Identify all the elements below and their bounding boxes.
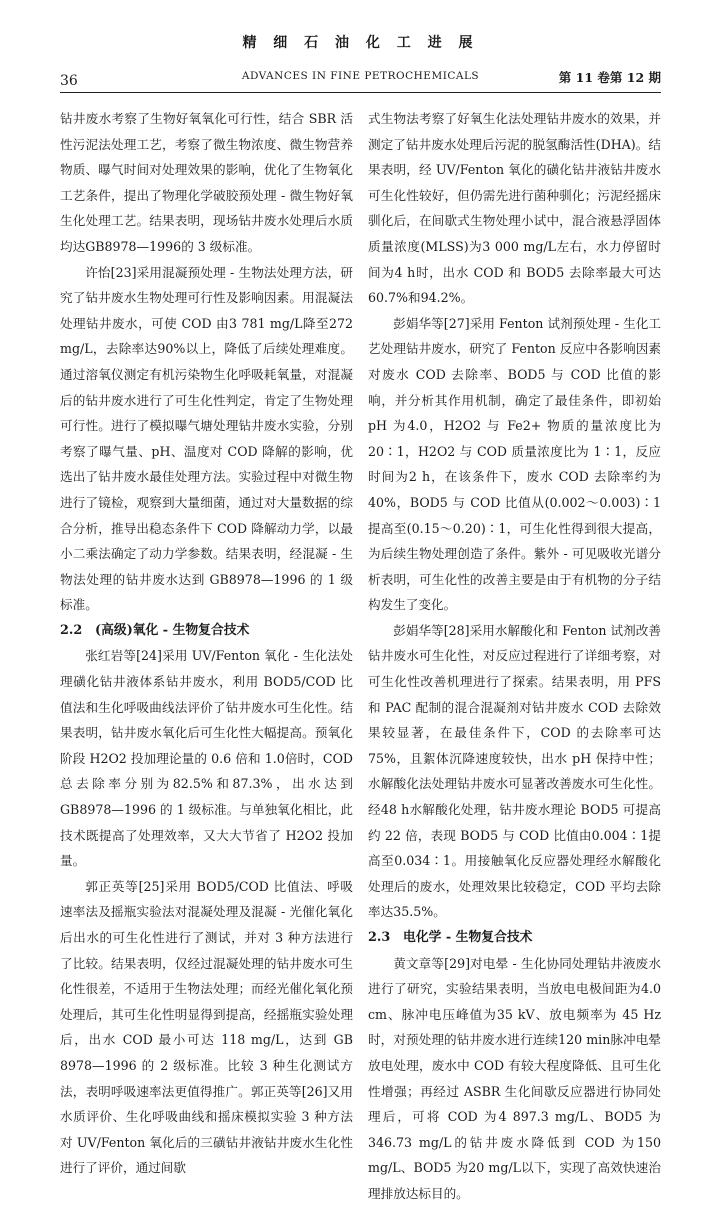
paragraph: 彭娟华等[28]采用水解酸化和 Fenton 试剂改善钻井废水可生化性，对反应过程进行了详细考察，对可生化性改善机理进行了探索。结果表明，用 PFS 和 PAC 配制的混合混凝剂对钻井废水 COD 去除效果较显著，在最佳条件下，COD 的去除率可达75%，且絮体沉降速度较快，出水 pH 保持中性；水解酸化法处理钻井废水可显著改善废水可生化性。经48 h水解酸化处理，钻井废水理论 BOD5 可提高约 22 倍，表现 BOD5 与 COD 比值由0.004∶1提高至0.034∶1。用接触氧化反应器处理经水解酸化处理后的废水，处理效果比较稳定，COD 平均去除率达35.5%。 [368, 622, 661, 920]
right-column [368, 106, 661, 1207]
section-heading: 2.2 (高级)氧化 - 生物复合技术 [60, 622, 250, 638]
issue-label: 第 11 卷第 12 期 [558, 70, 661, 85]
journal-title-en: ADVANCES IN FINE PETROCHEMICALS [241, 70, 480, 82]
section-heading: 2.3 电化学 - 生物复合技术 [368, 930, 533, 945]
page-number: 36 [60, 73, 78, 89]
paragraph: 许怡[23]采用混凝预处理 - 生物法处理方法，研究了钻井废水生物处理可行性及影响因素。用混凝法处理钻井废水，可使 COD 由3 781 mg/L降至272 mg/L，去除率达90%以上，降低了后续处理难度。通过溶氧仪测定有机污染物生化呼吸耗氧量，对混凝后的钻井废水进行了可生化性判定，肯定了生物处理可行性。进行了模拟曝气塘处理钻井废水实验，分别考察了曝气量、pH、温度对 COD 降解的影响，优选出了钻井废水最佳处理方法。实验过程中对微生物进行了镜检，观察到大量细菌，通过对大量数据的综合分析，推导出稳态条件下 COD 降解动力学，以最小二乘法确定了动力学参数。结果表明，经混凝 - 生物法处理的钻井废水达到 GB8978—1996 的 1 级标准。 [60, 264, 353, 613]
paragraph: 彭娟华等[27]采用 Fenton 试剂预处理 - 生化工艺处理钻井废水，研究了 Fenton 反应中各影响因素对废水 COD 去除率、BOD5 与 COD 比值的影响，并分析其作用机制，确定了最佳条件，即初始 pH 为4.0，H2O2 与 Fe2+ 物质的量浓度比为 20∶1，H2O2 与 COD 质量浓度比为 1∶1，反应时间为2 h，在该条件下，废水 COD 去除率约为40%，BOD5 与 COD 比值从(0.002～0.003)∶1提高至(0.15～0.20)∶1，可生化性得到很大提高，为后续生物处理创造了条件。紫外 - 可见吸收光谱分析表明，可生化性的改善主要是由于有机物的分子结构发生了变化。 [368, 315, 661, 613]
paragraph: 郭正英等[25]采用 BOD5/COD 比值法、呼吸速率法及摇瓶实验法对混凝处理及混凝 - 光催化氧化后出水的可生化性进行了测试，并对 3 种方法进行了比较。结果表明，仅经过混凝处理的钻井废水可生化性很差，不适用于生物法处理；而经光催化氧化预处理后，其可生化性明显得到提高，经摇瓶实验处理后，出水 COD 最小可达 118 mg/L，达到 GB 8978—1996 的 2 级标准。比较 3 种生化测试方法，表明呼吸速率法更值得推广。郭正英等[26]又用水质评价、生化呼吸曲线和摇床模拟实验 3 种方法对 UV/Fenton 氧化后的三磺钻井液钻井废水生化性进行了评价，通过间歇 [60, 878, 353, 1176]
paragraph: 钻井废水考察了生物好氧氧化可行性，结合 SBR 活性污泥法处理工艺，考察了微生物浓度、微生物营养物质、曝气时间对处理效果的影响，优化了生物氧化工艺条件，提出了物理化学破胶预处理 - 微生物好氧生化处理工艺。结果表明，现场钻井废水处理后水质均达GB8978—1996的 3 级标准。 [60, 111, 353, 254]
page-header [60, 18, 661, 98]
paragraph: 黄文章等[29]对电晕 - 生化协同处理钻井液废水进行了研究，实验结果表明，当放电电极间距为4.0 cm、脉冲电压峰值为35 kV、放电频率为 45 Hz时，对预处理的钻井废水进行连续120 min脉冲电晕放电处理，废水中 COD 有较大程度降低、且可生化性增强；再经过 ASBR 生化间歇反应器进行协同处理后，可将 COD 为4 897.3 mg/L、BOD5 为346.73 mg/L的钻井废水降低到 COD 为150 mg/L、BOD5 为20 mg/L以下，实现了高效快速治理排放达标目的。 [368, 955, 661, 1201]
left-column [60, 106, 353, 1181]
header-rule [60, 92, 661, 93]
paragraph: 式生物法考察了好氧生化法处理钻井废水的效果，并测定了钻井废水处理后污泥的脱氢酶活性(DHA)。结果表明，经 UV/Fenton 氧化的磺化钻井液钻井废水可生化性较好，但仍需先进行菌种驯化；污泥经摇床驯化后，在间歇式生物处理小试中，混合液悬浮固体质量浓度(MLSS)为3 000 mg/L左右，水力停留时间为4 h时，出水 COD 和 BOD5 去除率最大可达60.7%和94.2%。 [368, 111, 661, 306]
journal-title-cn: 精 细 石 油 化 工 进 展 [242, 35, 479, 51]
paragraph: 张红岩等[24]采用 UV/Fenton 氧化 - 生化法处理磺化钻井液体系钻井废水，利用 BOD5/COD 比值法和生化呼吸曲线法评价了钻井废水可生化性。结果表明，钻井废水氧化后可生化性大幅提高。预氧化阶段 H2O2 投加理论量的 0.6 倍和 1.0倍时，COD 总去除率分别为82.5%和87.3%，出水达到 GB8978—1996 的 1 级标准。与单独氧化相比，此技术既提高了处理效率，又大大节省了 H2O2 投加量。 [60, 648, 353, 869]
